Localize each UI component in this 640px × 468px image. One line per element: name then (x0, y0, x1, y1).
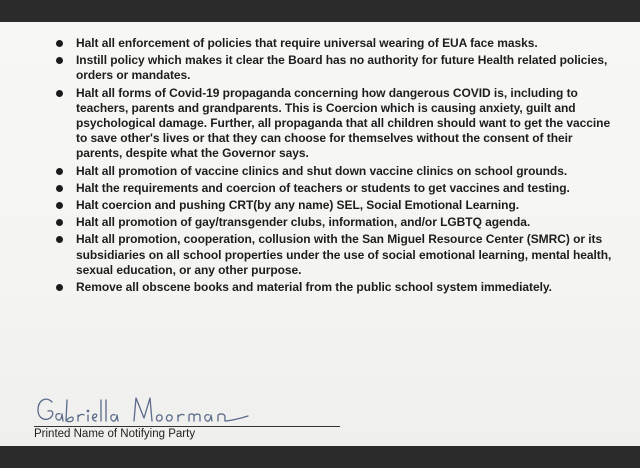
bullet-icon (56, 57, 63, 64)
list-item-text: Halt all forms of Covid-19 propaganda concerning how dangerous COVID is, including to teachers, parents and grandparents. This is Coercion which is causing anxiety, guilt and psychological damage. Further, all propaganda that all children should want to get the vaccine to save other's lives or that they can choose for themselves without the consent of their parents, despite what the Governor says. (76, 85, 611, 161)
bullet-icon (56, 90, 63, 97)
bullet-icon (56, 185, 63, 192)
bullet-icon (56, 219, 63, 226)
list-item (54, 86, 614, 162)
list-item-text: Halt all promotion of vaccine clinics and shut down vaccine clinics on school grounds. (76, 163, 568, 178)
list-item-text: Remove all obscene books and material from the public school system immediately. (76, 280, 552, 295)
list-item (54, 232, 614, 278)
list-item (54, 280, 614, 295)
bottom-frame-bar (0, 446, 640, 468)
signature-block (34, 388, 354, 438)
bullet-icon (56, 236, 63, 243)
list-item-text: Halt all promotion, cooperation, collusion with the San Miguel Resource Center (SMRC) or its subsidiaries on all school properties under the use of social emotional learning, mental health, sexual education, or any other purpose. (76, 232, 612, 277)
bullet-icon (56, 284, 63, 291)
list-item-text: Halt all promotion of gay/transgender clubs, information, and/or LGBTQ agenda. (76, 215, 531, 230)
list-item (54, 164, 614, 179)
list-item-text: Instill policy which makes it clear the Board has no authority for future Health related policies, orders or mandates. (76, 53, 608, 83)
demands-list (54, 36, 614, 297)
bullet-icon (56, 40, 63, 47)
top-frame-bar (0, 0, 640, 22)
list-item (54, 53, 614, 83)
list-item (54, 181, 614, 196)
list-item (54, 198, 614, 213)
handwritten-signature (34, 388, 294, 428)
document-page (0, 22, 640, 446)
signature-line (34, 426, 340, 427)
list-item-text: Halt the requirements and coercion of teachers or students to get vaccines and testing. (76, 180, 570, 195)
bullet-icon (56, 168, 63, 175)
list-item-text: Halt all enforcement of policies that require universal wearing of EUA face masks. (76, 36, 538, 50)
list-item (54, 36, 614, 51)
list-item (54, 215, 614, 230)
bullet-icon (56, 202, 63, 209)
signature-caption: Printed Name of Notifying Party (34, 428, 196, 440)
list-item-text: Halt coercion and pushing CRT(by any name) SEL, Social Emotional Learning. (76, 198, 520, 213)
